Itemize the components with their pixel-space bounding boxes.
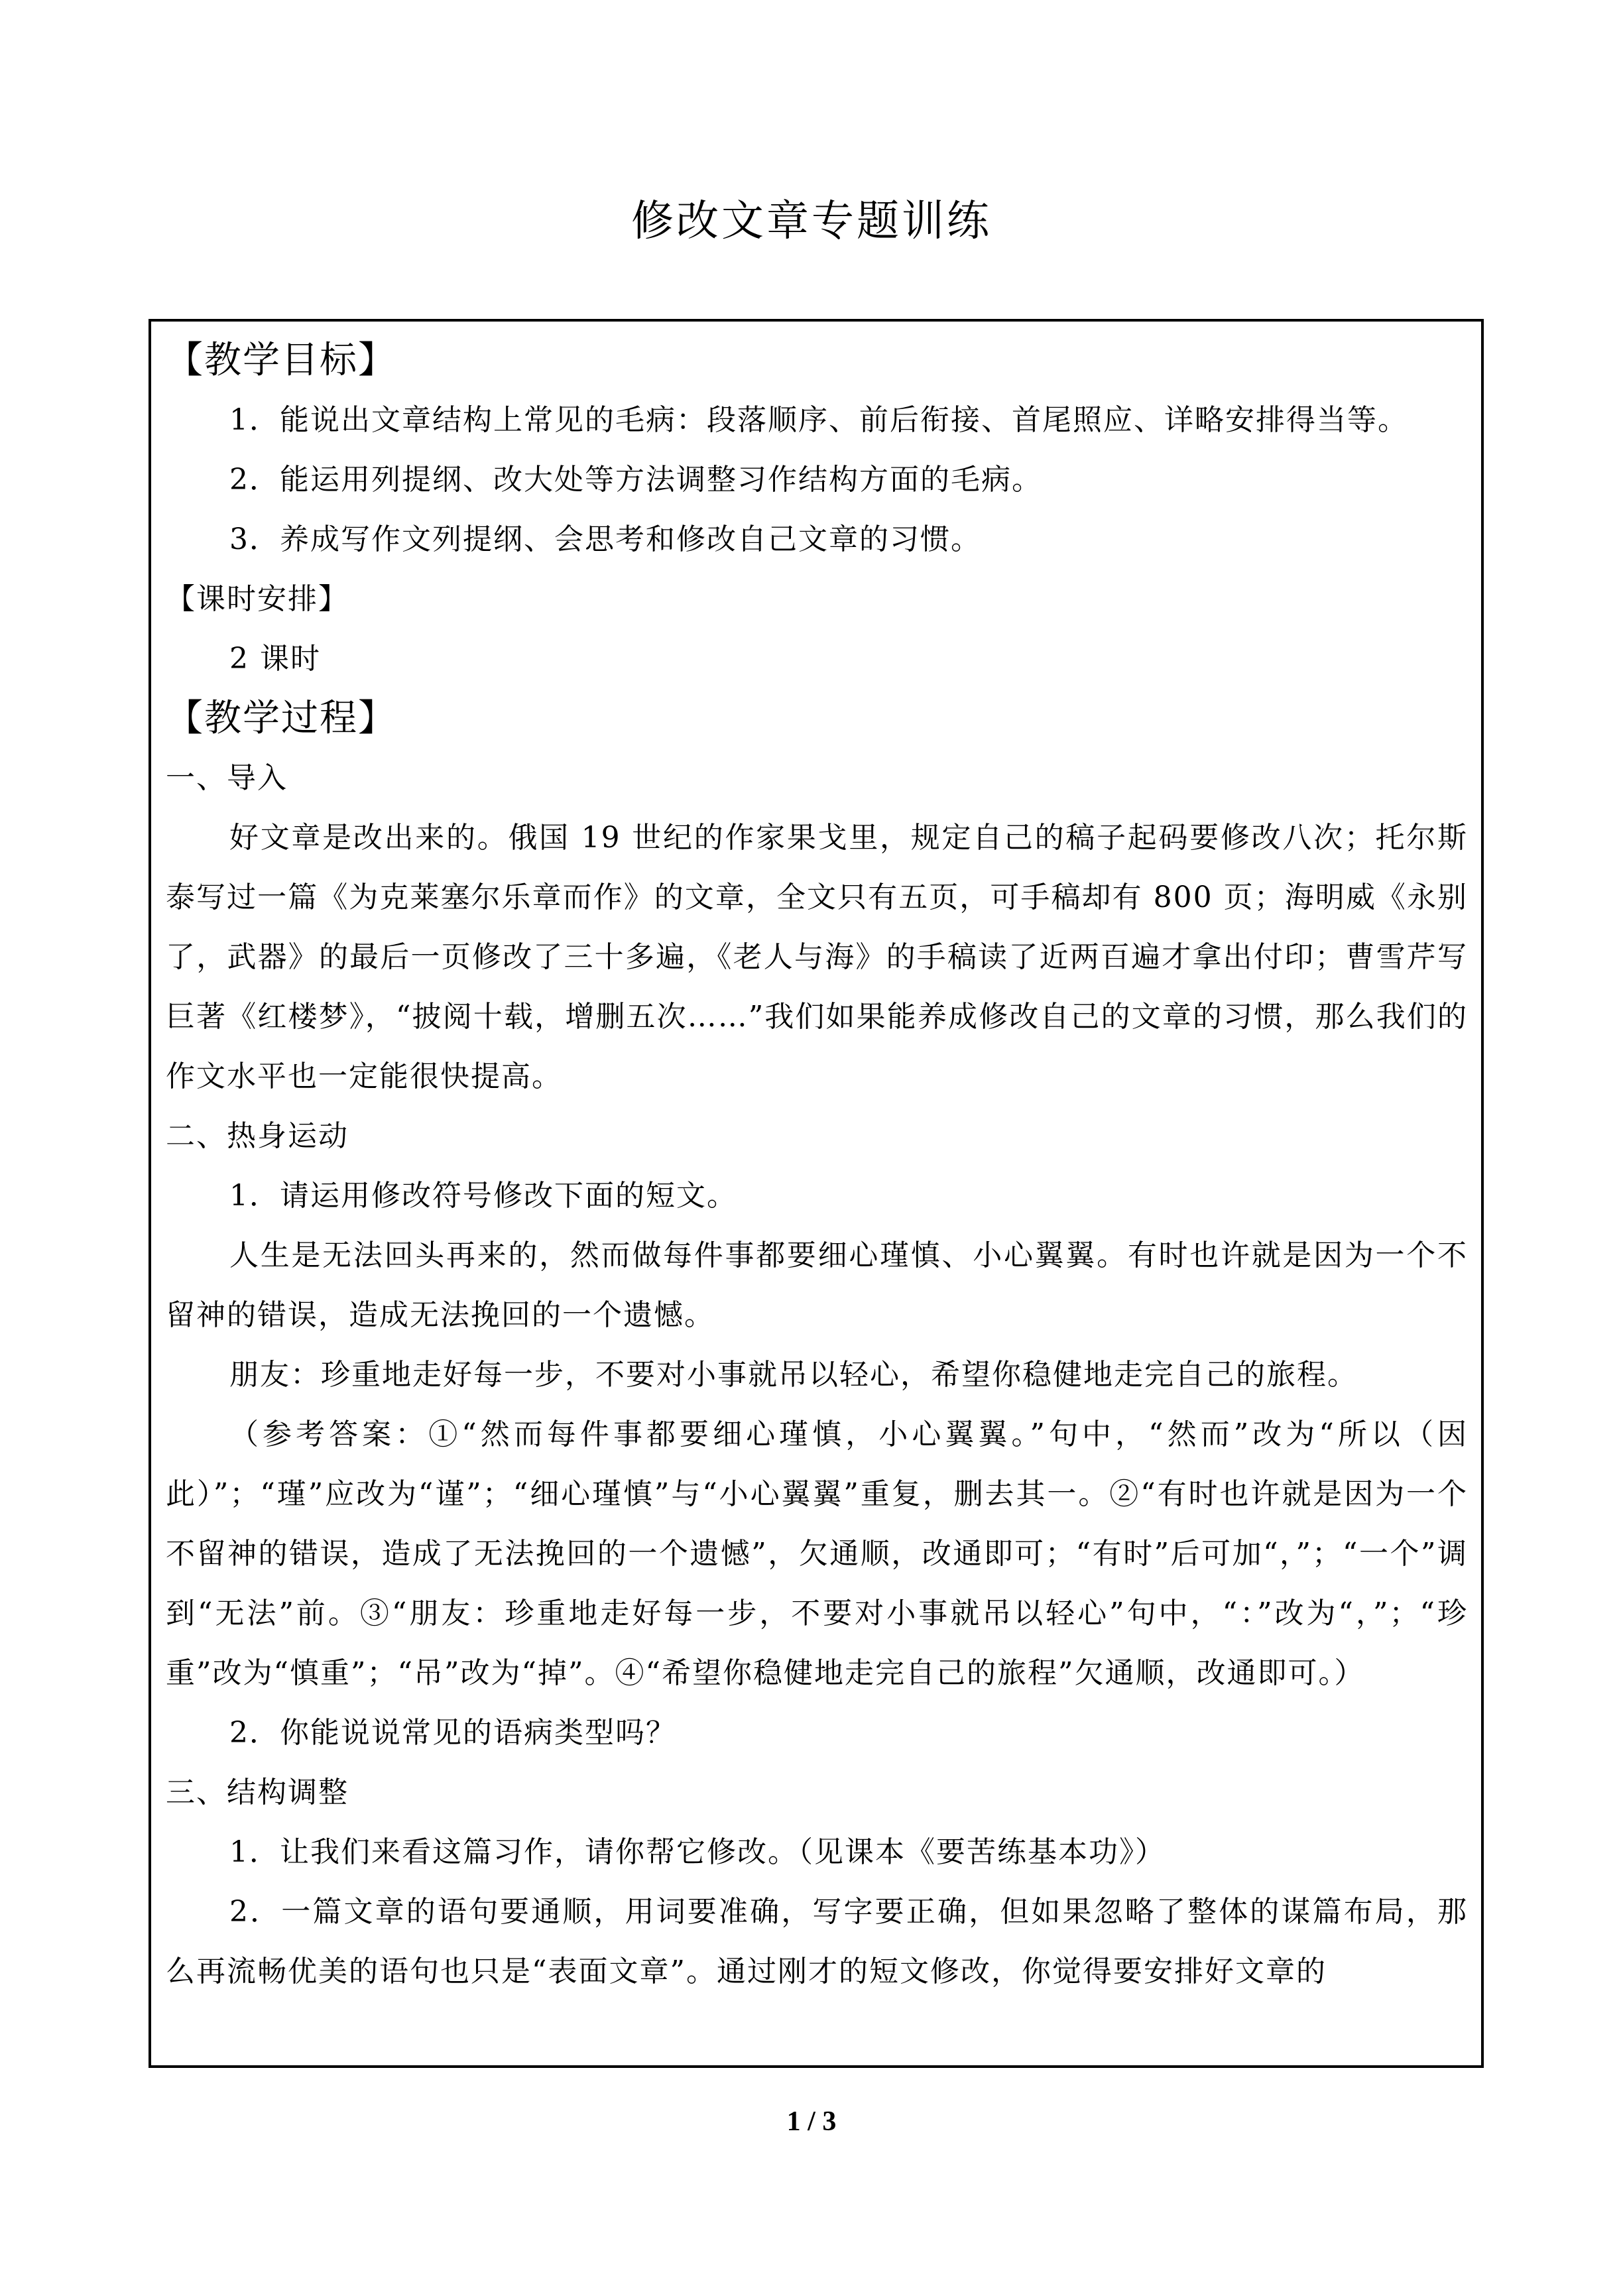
- structure-item-2: 2．一篇文章的语句要通顺，用词要准确，写字要正确，但如果忽略了整体的谋篇布局，那么再流畅优美的语句也只是“表面文章”。通过刚才的短文修改，你觉得要安排好文章的: [166, 1895, 1468, 1988]
- schedule-heading: 【课时安排】: [166, 582, 349, 616]
- structure-heading: 三、结构调整: [166, 1776, 349, 1809]
- reference-answer: （参考答案：①“然而每件事都要细心瑾慎，小心翼翼。”句中，“然而”改为“所以（因此）”；“瑾”应改为“谨”；“细心瑾慎”与“小心翼翼”重复，删去其一。②“有时也许就是因为一个不留神的错误，造成了无法挽回的一个遗憾”，欠通顺，改通即可；“有时”后可加“，”；“一个”调到“无法”前。③“朋友：珍重地走好每一步，不要对小事就吊以轻心”句中，“：”改为“，”；“珍重”改为“慎重”；“吊”改为“掉”。④“希望你稳健地走完自己的旅程”欠通顺，改通即可。）: [166, 1418, 1468, 1690]
- warmup-passage-1: 人生是无法回头再来的，然而做每件事都要细心瑾慎、小心翼翼。有时也许就是因为一个不留神的错误，造成无法挽回的一个遗憾。: [166, 1239, 1468, 1332]
- lesson-plan-box: [149, 319, 1484, 2068]
- process-heading: 【教学过程】: [166, 697, 396, 740]
- structure-item-1: 1．让我们来看这篇习作，请你帮它修改。（见课本《要苦练基本功》）: [229, 1835, 1166, 1869]
- page-number: 1 / 3: [786, 2106, 837, 2137]
- lesson-plan-content: [151, 322, 1481, 2002]
- goal-item: 2．能运用列提纲、改大处等方法调整习作结构方面的毛病。: [229, 463, 1042, 497]
- intro-heading: 一、导入: [166, 761, 288, 795]
- warmup-task-2: 2．你能说说常见的语病类型吗？: [229, 1716, 676, 1750]
- goal-item: 1．能说出文章结构上常见的毛病：段落顺序、前后衔接、首尾照应、详略安排得当等。: [229, 403, 1408, 437]
- page-title: 修改文章专题训练: [631, 197, 992, 246]
- warmup-task-1: 1．请运用修改符号修改下面的短文。: [229, 1179, 737, 1213]
- warmup-heading: 二、热身运动: [166, 1119, 349, 1153]
- warmup-passage-2: 朋友：珍重地走好每一步，不要对小事就吊以轻心，希望你稳健地走完自己的旅程。: [229, 1358, 1358, 1392]
- intro-paragraph: 好文章是改出来的。俄国 19 世纪的作家果戈里，规定自己的稿子起码要修改八次；托尔斯泰写过一篇《为克莱塞尔乐章而作》的文章，全文只有五页，可手稿却有 800 页；海明威《永别了，武器》的最后一页修改了三十多遍，《老人与海》的手稿读了近两百遍才拿出付印；曹雪芹写巨著《红楼梦》，“披阅十载，增删五次……”我们如果能养成修改自己的文章的习惯，那么我们的作文水平也一定能很快提高。: [166, 821, 1468, 1093]
- goal-item: 3．养成写作文列提纲、会思考和修改自己文章的习惯。: [229, 522, 981, 556]
- goals-heading: 【教学目标】: [166, 339, 396, 382]
- schedule-value: 2 课时: [229, 642, 321, 676]
